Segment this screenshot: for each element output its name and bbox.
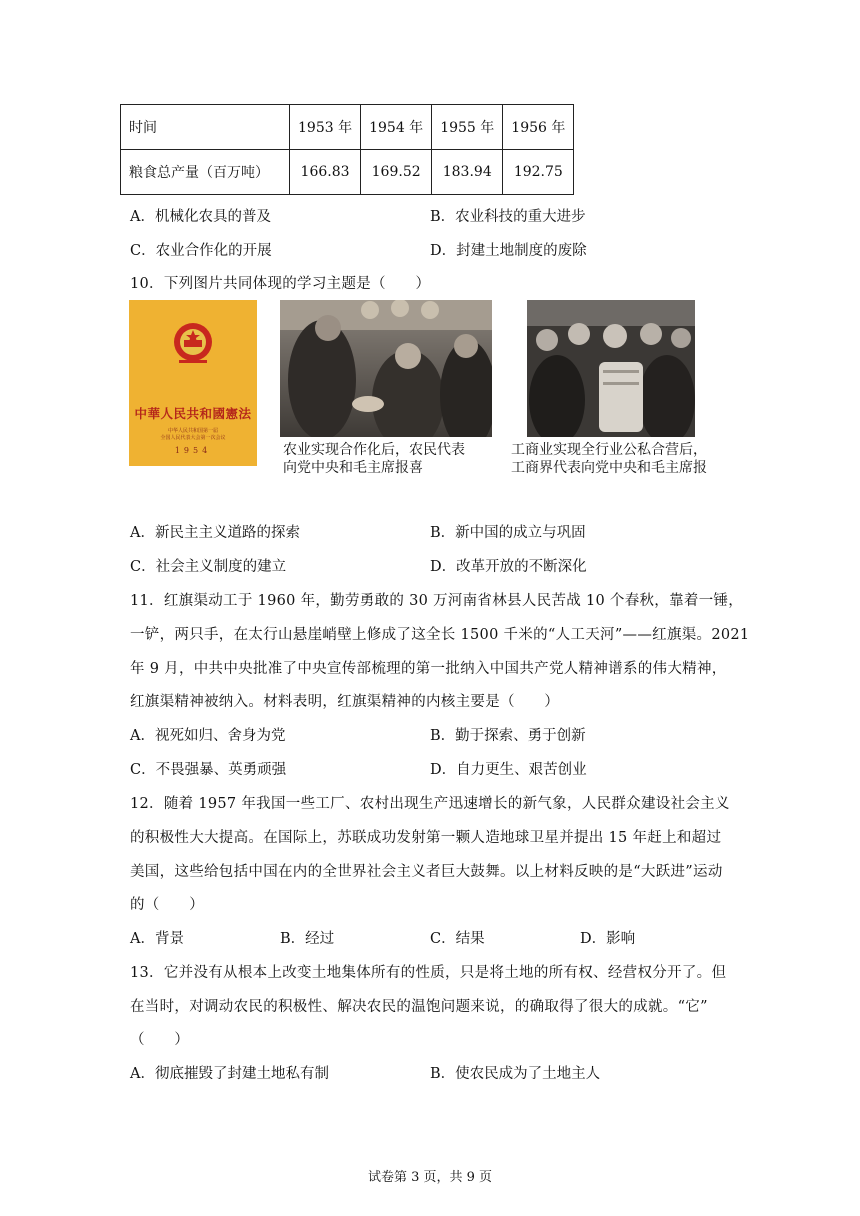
q12-option-b: B．经过 [280, 931, 335, 947]
table-cell: 192.75 [503, 150, 574, 195]
business-report-photo [527, 300, 695, 437]
table-cell: 183.94 [432, 150, 503, 195]
q12-stem-line-2: 的积极性大大提高。在国际上，苏联成功发射第一颗人造地球卫星并提出 15 年赶上和超过 [130, 830, 722, 846]
q12-stem-line-3: 美国，这些给包括中国在内的全世界社会主义者巨大鼓舞。以上材料反映的是“大跃进”运动 [130, 864, 723, 880]
book-fine-print-1: 中华人民共和国第一届 [167, 428, 218, 434]
q9-option-c: C．农业合作化的开展 [130, 243, 272, 259]
q10-option-c: C．社会主义制度的建立 [130, 559, 287, 575]
book-year: 1954 [174, 446, 212, 455]
page-footer: 试卷第 3 页，共 9 页 [367, 1170, 493, 1185]
table-cell: 169.52 [361, 150, 432, 195]
q10-option-a: A．新民主主义道路的探索 [130, 525, 300, 541]
book-title: 中華人民共和國憲法 [134, 406, 252, 421]
q11-option-c: C．不畏强暴、英勇顽强 [130, 762, 287, 778]
photo-3-caption-line-1: 工商业实现全行业公私合营后， [511, 442, 707, 458]
constitution-book-image [129, 300, 257, 466]
q11-stem-line-3: 年 9 月，中共中央批准了中央宣传部梳理的第一批纳入中国共产党人精神谱系的伟大精神， [130, 661, 727, 677]
q13-option-a: A．彻底摧毁了封建土地私有制 [130, 1066, 329, 1082]
q13-stem-line-3: （ ） [130, 1032, 190, 1048]
q13-option-b: B．使农民成为了土地主人 [430, 1066, 601, 1082]
table-cell: 166.83 [290, 150, 361, 195]
q11-option-d: D．自力更生、艰苦创业 [430, 762, 587, 778]
q12-option-c: C．结果 [430, 931, 485, 947]
q11-stem-line-1: 11．红旗渠动工于 1960 年，勤劳勇敢的 30 万河南省林县人民苦战 10 个春秋，靠着一锤， [130, 593, 744, 609]
q9-option-a: A．机械化农具的普及 [130, 209, 271, 225]
q10-stem: 10．下列图片共同体现的学习主题是（ ） [130, 276, 431, 292]
q11-stem-line-4: 红旗渠精神被纳入。材料表明，红旗渠精神的内核主要是（ ） [130, 694, 560, 710]
photo-3-caption-line-2: 工商界代表向党中央和毛主席报 [511, 460, 707, 476]
q13-stem-line-2: 在当时，对调动农民的积极性、解决农民的温饱问题来说，的确取得了很大的成就。“它” [130, 999, 708, 1015]
q12-option-d: D．影响 [580, 931, 636, 947]
grain-output-table [120, 104, 574, 195]
q10-option-d: D．改革开放的不断深化 [430, 559, 587, 575]
q11-option-b: B．勤于探索、勇于创新 [430, 728, 586, 744]
national-emblem-icon [129, 300, 257, 466]
table-cell: 粮食总产量（百万吨） [121, 150, 290, 195]
photo-2-caption-line-2: 向党中央和毛主席报喜 [283, 460, 423, 476]
q12-stem-line-4: 的（ ） [130, 897, 204, 913]
table-cell: 1953 年 [290, 105, 361, 150]
photo-crowd-icon [527, 300, 695, 437]
photo-figures-icon [280, 300, 492, 437]
book-fine-print-2: 全国人民代表大会第一次会议 [160, 435, 226, 441]
farmers-report-photo [280, 300, 492, 437]
table-cell: 1954 年 [361, 105, 432, 150]
q12-stem-line-1: 12．随着 1957 年我国一些工厂、农村出现生产迅速增长的新气象，人民群众建设社会主义 [130, 796, 730, 812]
q10-option-b: B．新中国的成立与巩固 [430, 525, 586, 541]
q11-option-a: A．视死如归、舍身为党 [130, 728, 286, 744]
q12-option-a: A．背景 [130, 931, 184, 947]
q11-stem-line-2: 一铲，两只手，在太行山悬崖峭壁上修成了这全长 1500 千米的“人工天河”——红旗渠。2021 [130, 627, 750, 643]
table-row [121, 105, 574, 150]
table-cell: 1956 年 [503, 105, 574, 150]
q13-stem-line-1: 13．它并没有从根本上改变土地集体所有的性质，只是将土地的所有权、经营权分开了。但 [130, 965, 727, 981]
table-cell: 时间 [121, 105, 290, 150]
q9-option-b: B．农业科技的重大进步 [430, 209, 586, 225]
q9-option-d: D．封建土地制度的废除 [430, 243, 587, 259]
table-row [121, 150, 574, 195]
photo-2-caption-line-1: 农业实现合作化后，农民代表 [283, 442, 465, 458]
table-cell: 1955 年 [432, 105, 503, 150]
